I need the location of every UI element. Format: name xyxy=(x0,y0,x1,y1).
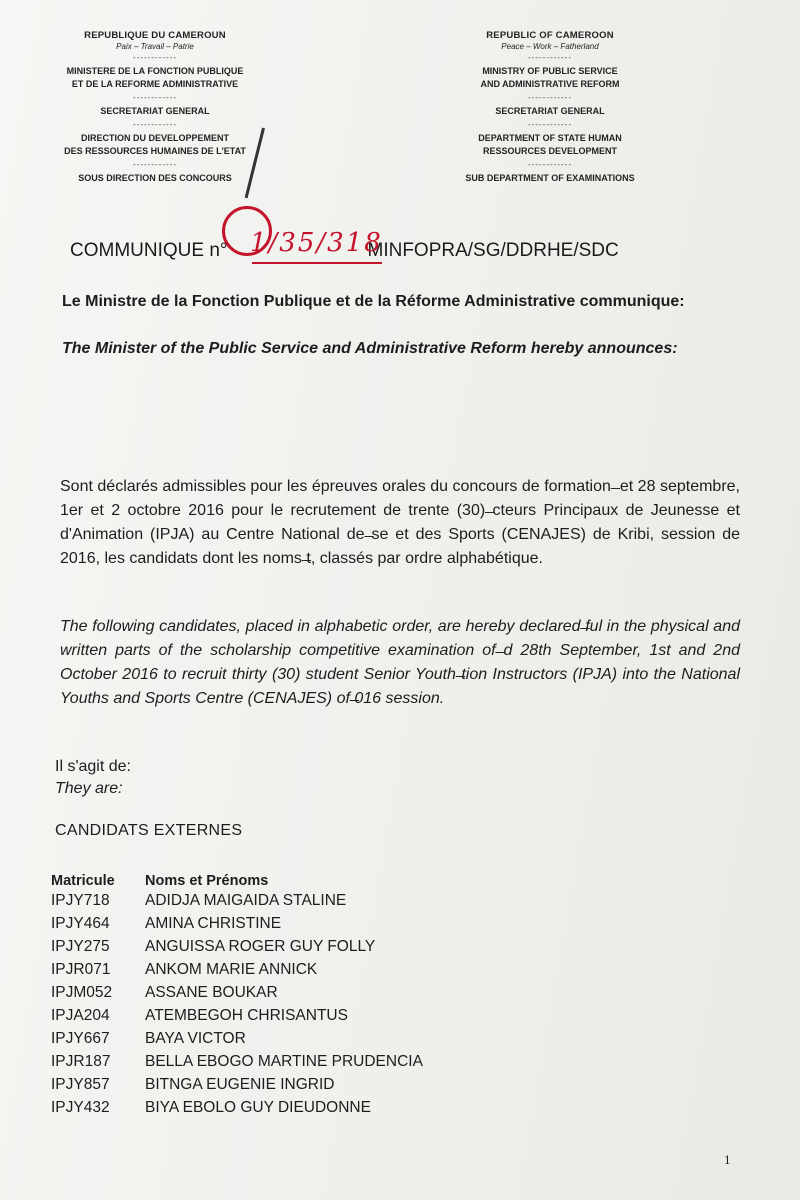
name-cell: ATEMBEGOH CHRISANTUS xyxy=(145,1007,348,1024)
divider: ------------ xyxy=(133,120,177,129)
header-left-country: REPUBLIQUE DU CAMEROUN xyxy=(84,30,226,41)
header-left-direction-2: DES RESSOURCES HUMAINES DE L'ETAT xyxy=(64,146,246,156)
body-paragraph-en: The following candidates, placed in alphabetic order, are hereby declared ̶ful in the physical and written parts of the scholarship competitive examination of ̶d 28th September, 1st and 2nd October 2016 to recruit thirty (30) student Senior Youth ̶tion Instructors (IPJA) into the National Youths and Sports Centre (CENAJES) of ̶016 session. xyxy=(60,618,740,707)
minister-statement-en: The Minister of the Public Service and Administrative Reform hereby announces: xyxy=(62,340,678,357)
matricule-cell: IPJY667 xyxy=(51,1030,110,1047)
table-row xyxy=(45,1006,435,1029)
name-cell: ANKOM MARIE ANNICK xyxy=(145,961,318,978)
header-right-direction-1: DEPARTMENT OF STATE HUMAN xyxy=(478,133,622,143)
name-cell: ADIDJA MAIGAIDA STALINE xyxy=(145,892,347,909)
divider: ------------ xyxy=(528,93,572,102)
intro-fr: Il s'agit de: xyxy=(55,758,131,775)
matricule-cell: IPJY718 xyxy=(51,892,110,909)
table-row xyxy=(45,983,435,1006)
matricule-cell: IPJY857 xyxy=(51,1076,110,1093)
matricule-cell: IPJR071 xyxy=(51,961,111,978)
section-title: CANDIDATS EXTERNES xyxy=(55,822,243,839)
matricule-cell: IPJA204 xyxy=(51,1007,110,1024)
table-row xyxy=(45,1029,435,1052)
table-row xyxy=(45,937,435,960)
column-header-matricule: Matricule xyxy=(51,873,115,889)
table-row xyxy=(45,1052,435,1075)
communique-code: MINFOPRA/SG/DDRHE/SDC xyxy=(367,240,619,261)
divider: ------------ xyxy=(133,53,177,62)
table-row xyxy=(45,960,435,983)
header-right xyxy=(420,30,680,185)
matricule-cell: IPJY432 xyxy=(51,1099,110,1116)
header-right-ministry-1: MINISTRY OF PUBLIC SERVICE xyxy=(482,66,618,76)
header-right-motto: Peace – Work – Fatherland xyxy=(501,42,599,51)
table-header-row xyxy=(45,873,435,891)
header-left-ministry-2: ET DE LA REFORME ADMINISTRATIVE xyxy=(71,79,239,89)
table-row xyxy=(45,914,435,937)
header-left xyxy=(30,30,280,185)
column-header-names: Noms et Prénoms xyxy=(145,873,269,889)
candidates-table-body xyxy=(45,891,435,1121)
red-underline xyxy=(252,262,382,264)
handwritten-number: 1/35/318 xyxy=(250,228,383,258)
matricule-cell: IPJM052 xyxy=(51,984,113,1001)
name-cell: BELLA EBOGO MARTINE PRUDENCIA xyxy=(145,1053,423,1070)
header-right-country: REPUBLIC OF CAMEROON xyxy=(486,30,614,41)
name-cell: ASSANE BOUKAR xyxy=(145,984,278,1001)
page-number: 1 xyxy=(724,1152,731,1167)
name-cell: ANGUISSA ROGER GUY FOLLY xyxy=(145,938,376,955)
name-cell: BITNGA EUGENIE INGRID xyxy=(145,1076,335,1093)
header-right-direction-2: RESSOURCES DEVELOPMENT xyxy=(482,146,618,156)
header-left-secretariat: SECRETARIAT GENERAL xyxy=(100,106,210,116)
table-row xyxy=(45,1075,435,1098)
communique-label: COMMUNIQUE n° xyxy=(70,240,228,261)
divider: ------------ xyxy=(528,160,572,169)
name-cell: AMINA CHRISTINE xyxy=(145,915,282,932)
matricule-cell: IPJY275 xyxy=(51,938,110,955)
divider: ------------ xyxy=(133,160,177,169)
name-cell: BAYA VICTOR xyxy=(145,1030,246,1047)
name-cell: BIYA EBOLO GUY DIEUDONNE xyxy=(145,1099,371,1116)
header-right-secretariat: SECRETARIAT GENERAL xyxy=(495,106,605,116)
divider: ------------ xyxy=(133,93,177,102)
header-left-motto: Paix – Travail – Patrie xyxy=(116,42,194,51)
header-right-subdirection: SUB DEPARTMENT OF EXAMINATIONS xyxy=(465,173,635,183)
minister-statement-fr: Le Ministre de la Fonction Publique et de la Réforme Administrative communique: xyxy=(62,293,685,310)
header-left-direction-1: DIRECTION DU DEVELOPPEMENT xyxy=(80,133,229,143)
divider: ------------ xyxy=(528,120,572,129)
matricule-cell: IPJY464 xyxy=(51,915,110,932)
divider: ------------ xyxy=(528,53,572,62)
intro-en: They are: xyxy=(55,780,123,797)
table-row xyxy=(45,1098,435,1121)
table-row xyxy=(45,891,435,914)
matricule-cell: IPJR187 xyxy=(51,1053,111,1070)
header-left-ministry-1: MINISTERE DE LA FONCTION PUBLIQUE xyxy=(66,66,244,76)
body-paragraph-fr: Sont déclarés admissibles pour les épreuves orales du concours de formation ̶ et 28 septembre, 1er et 2 octobre 2016 pour le recrutement de trente (30) ̶cteurs Principaux de Jeunesse et d'Animation (IPJA) au Centre National de ̶se et des Sports (CENAJES) de Kribi, session de 2016, les candidats dont les noms ̶t, classés par ordre alphabétique. xyxy=(60,478,740,567)
header-left-subdirection: SOUS DIRECTION DES CONCOURS xyxy=(78,173,232,183)
header-right-ministry-2: AND ADMINISTRATIVE REFORM xyxy=(480,79,620,89)
candidates-table xyxy=(45,873,435,1121)
